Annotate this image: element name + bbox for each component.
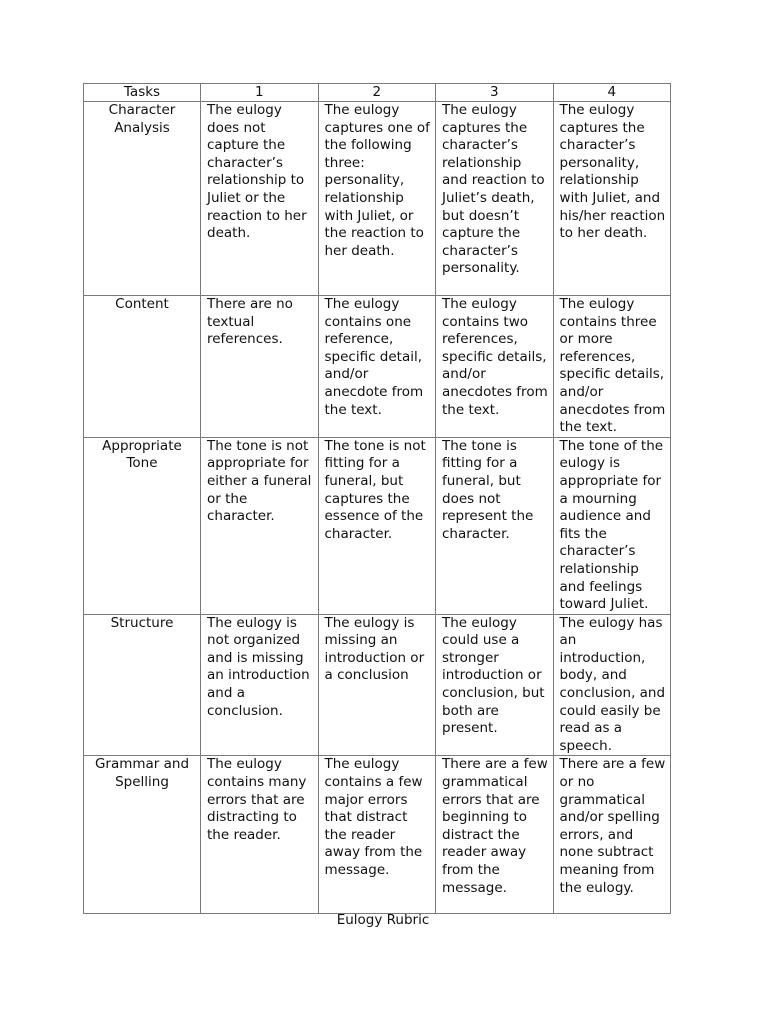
table-caption: Eulogy Rubric [336, 912, 430, 928]
task-grammar-and-spelling: Grammar and Spelling [84, 756, 201, 914]
cell-score-3: There are a few grammatical errors that are beginning to distract the reader away from the message. [436, 756, 554, 914]
cell-score-3: The tone is fitting for a funeral, but does not represent the character. [436, 437, 554, 614]
task-structure: Structure [84, 614, 201, 756]
cell-score-1: The eulogy contains many errors that are distracting to the reader. [201, 756, 319, 914]
task-appropriate-tone: Appropriate Tone [84, 437, 201, 614]
cell-score-2: The eulogy captures one of the following three: personality, relationship with Juliet, or the reaction to her death. [318, 102, 436, 296]
cell-score-4: There are a few or no grammatical and/or spelling errors, and none subtract meaning from the eulogy. [553, 756, 671, 914]
header-tasks: Tasks [84, 84, 201, 102]
header-score-1: 1 [201, 84, 319, 102]
table-row [84, 296, 671, 438]
table-row [84, 614, 671, 756]
cell-score-4: The eulogy has an introduction, body, and conclusion, and could easily be read as a speech. [553, 614, 671, 756]
cell-score-3: The eulogy contains two references, specific details, and/or anecdotes from the text. [436, 296, 554, 438]
cell-score-3: The eulogy could use a stronger introduction or conclusion, but both are present. [436, 614, 554, 756]
table-row [84, 437, 671, 614]
cell-score-2: The eulogy is missing an introduction or a conclusion [318, 614, 436, 756]
cell-score-4: The eulogy contains three or more references, specific details, and/or anecdotes from the text. [553, 296, 671, 438]
cell-score-1: The eulogy does not capture the character’s relationship to Juliet or the reaction to her death. [201, 102, 319, 296]
cell-score-1: The eulogy is not organized and is missing an introduction and a conclusion. [201, 614, 319, 756]
cell-score-4: The tone of the eulogy is appropriate for a mourning audience and fits the character’s relationship and feelings toward Juliet. [553, 437, 671, 614]
cell-score-1: The tone is not appropriate for either a funeral or the character. [201, 437, 319, 614]
cell-score-4: The eulogy captures the character’s personality, relationship with Juliet, and his/her reaction to her death. [553, 102, 671, 296]
cell-score-3: The eulogy captures the character’s relationship and reaction to Juliet’s death, but doesn’t capture the character’s personality. [436, 102, 554, 296]
header-score-3: 3 [436, 84, 554, 102]
header-score-4: 4 [553, 84, 671, 102]
cell-score-2: The eulogy contains a few major errors that distract the reader away from the message. [318, 756, 436, 914]
task-character-analysis: Character Analysis [84, 102, 201, 296]
header-score-2: 2 [318, 84, 436, 102]
table-row [84, 756, 671, 914]
cell-score-2: The eulogy contains one reference, specific detail, and/or anecdote from the text. [318, 296, 436, 438]
cell-score-2: The tone is not fitting for a funeral, but captures the essence of the character. [318, 437, 436, 614]
header-row [84, 84, 671, 102]
task-content: Content [84, 296, 201, 438]
rubric-table [83, 83, 671, 914]
table-row [84, 102, 671, 296]
cell-score-1: There are no textual references. [201, 296, 319, 438]
